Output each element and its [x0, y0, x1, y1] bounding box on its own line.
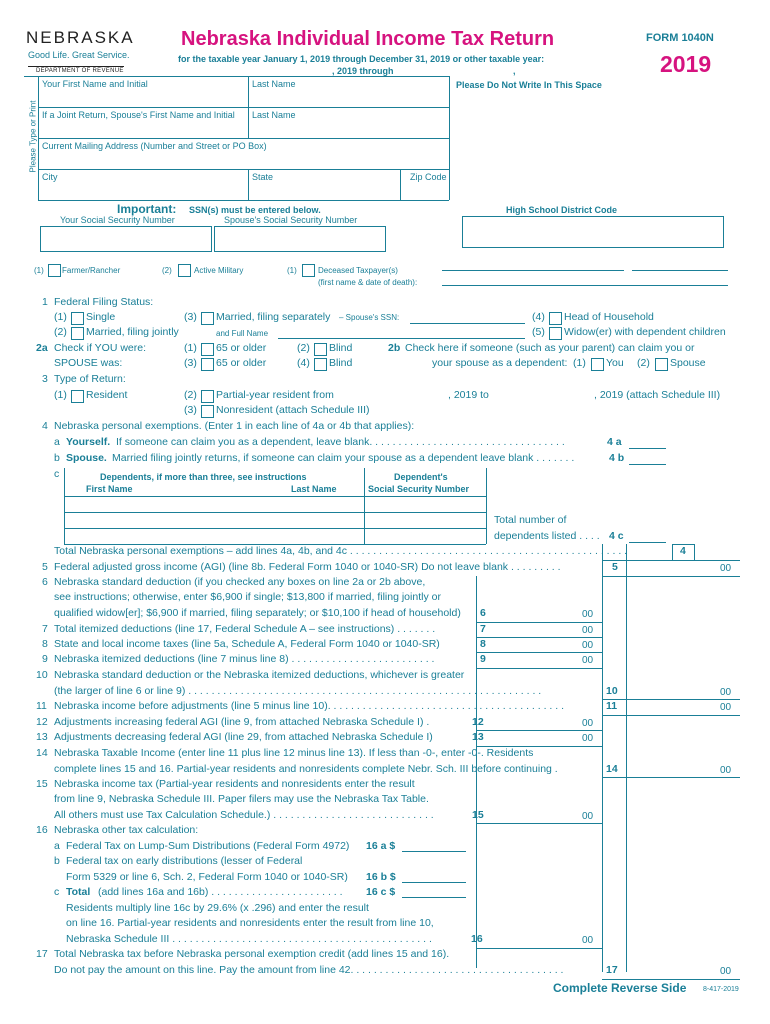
full-name-label: and Full Name: [216, 329, 269, 338]
first-name-field[interactable]: Your First Name and Initial: [42, 79, 148, 89]
line16a-ref: 16 a $: [366, 840, 396, 852]
single-checkbox[interactable]: [71, 312, 84, 325]
line14-num: 14: [36, 747, 48, 759]
dependent-row-1[interactable]: [65, 497, 485, 511]
line8-ref: 8: [480, 638, 486, 650]
you-blind-label: Blind: [329, 342, 353, 354]
line2b-label2: your spouse as a dependent:: [432, 357, 568, 369]
line9-ref: 9: [480, 653, 486, 665]
form-title: Nebraska Individual Income Tax Return: [181, 28, 555, 50]
line14-label2: complete lines 15 and 16. Partial-year residents and nonresidents complete Nebr. Sch. III before continuing .: [54, 763, 558, 775]
line9-amount-input[interactable]: [492, 653, 572, 667]
line5-ref: 5: [612, 561, 618, 573]
line15-cents: 00: [582, 811, 594, 822]
line16c-bold: Total: [66, 886, 91, 898]
nr-num: (3): [184, 404, 197, 416]
line13-num: 13: [36, 731, 48, 743]
line16b-input[interactable]: [402, 882, 466, 883]
line6-num: 6: [42, 576, 48, 588]
line16c-lbl: c: [54, 886, 60, 898]
farmer-num: (1): [34, 266, 44, 275]
line17-label1: Total Nebraska tax before Nebraska personal exemption credit (add lines 15 and 16).: [54, 948, 450, 960]
line17-label2: Do not pay the amount on this line. Pay the amount from line 42. . . . . . . . . . . . . . . . . . . . . . . . . . . . . . . . . . . . .: [54, 964, 564, 976]
line9-cents: 00: [582, 655, 594, 666]
line12-cents: 00: [582, 718, 594, 729]
farmer-label: Farmer/Rancher: [62, 266, 121, 275]
mfs-spouse-ssn-input[interactable]: [410, 323, 525, 324]
line16-num: 16: [36, 824, 48, 836]
line6-ref: 6: [480, 607, 486, 619]
line9-num: 9: [42, 653, 48, 665]
nebraska-logo: NEBRASKA: [26, 28, 135, 47]
line4-num: 4: [42, 420, 48, 432]
line16c-label: (add lines 16a and 16b) . . . . . . . . . . . . . . . . . . . . . . .: [98, 886, 343, 898]
line16a-lbl: a: [54, 840, 60, 852]
line4a-bold: Yourself.: [66, 436, 111, 448]
dependent-spouse-checkbox[interactable]: [655, 358, 668, 371]
deceased-num: (1): [287, 266, 297, 275]
dependents-first-name-header: First Name: [86, 484, 133, 494]
line16a-label: Federal Tax on Lump-Sum Distributions (Federal Form 4972): [66, 840, 350, 852]
dependent-row-3[interactable]: [65, 529, 485, 543]
school-code-label: High School District Code: [506, 205, 618, 215]
last-name-field[interactable]: Last Name: [252, 79, 296, 89]
line8-amount-input[interactable]: [492, 638, 572, 652]
single-num: (1): [54, 311, 67, 323]
complete-reverse-side: Complete Reverse Side: [553, 981, 687, 995]
dependents-ssn-header: Dependent's: [394, 472, 448, 482]
line10-label2: (the larger of line 6 or line 9) . . . . . . . . . . . . . . . . . . . . . . . . . . . . . . . . . . . . . . . . . . . . . . . . . . . . . . . . . . . . .: [54, 685, 542, 697]
line17-cents: 00: [720, 966, 732, 977]
line6-cents: 00: [582, 609, 594, 620]
line1-label: Federal Filing Status:: [54, 296, 154, 308]
line2b-num: 2b: [388, 342, 401, 354]
mfs-num: (3): [184, 311, 197, 323]
line8-label: State and local income taxes (line 5a, Schedule A, Federal Form 1040 or 1040-SR): [54, 638, 440, 650]
line3-num: 3: [42, 373, 48, 385]
line2b-label: Check here if someone (such as your parent) can claim you or: [405, 342, 695, 354]
logo-dept: DEPARTMENT OF REVENUE: [36, 68, 124, 74]
mfj-num: (2): [54, 326, 67, 338]
line8-cents: 00: [582, 640, 594, 651]
important-text: SSN(s) must be entered below.: [189, 205, 321, 215]
line9-label: Nebraska itemized deductions (line 7 minus line 8) . . . . . . . . . . . . . . . . . . . . . . . . .: [54, 653, 435, 665]
line4b-text: Married filing jointly returns, if someone can claim your spouse as a dependent leave blank . . . . . . .: [112, 452, 575, 464]
line6-label2: see instructions; otherwise, enter $6,900 if single; $13,800 if married, filing jointly or: [54, 591, 441, 603]
partial-year-end: , 2019 (attach Schedule III): [594, 389, 721, 401]
line4-label: Nebraska personal exemptions. (Enter 1 in each line of 4a or 4b that applies):: [54, 420, 415, 432]
line1-num: 1: [42, 296, 48, 308]
line17-num: 17: [36, 948, 48, 960]
widow-label: Widow(er) with dependent children: [564, 326, 726, 338]
you-65-checkbox[interactable]: [201, 343, 214, 356]
line16-res1: Residents multiply line 16c by 29.6% (x .296) and enter the result: [66, 902, 369, 914]
line4b-bold: Spouse.: [66, 452, 107, 464]
l2b-you-num: (1): [573, 357, 586, 369]
line17-ref: 17: [606, 964, 618, 976]
tax-year-through: , 2019 through: [332, 66, 394, 76]
line10-cents: 00: [720, 687, 732, 698]
military-num: (2): [162, 266, 172, 275]
line14-amount-input[interactable]: [628, 763, 713, 777]
line14-label1: Nebraska Taxable Income (enter line 11 plus line 12 minus line 13). If less than -0-, enter -0-. Residents: [54, 747, 534, 759]
your-ssn-input[interactable]: [40, 226, 212, 252]
line10-label1: Nebraska standard deduction or the Nebraska itemized deductions, whichever is greater: [54, 669, 465, 681]
line12-ref: 12: [472, 716, 484, 728]
resident-checkbox[interactable]: [71, 390, 84, 403]
line11-label: Nebraska income before adjustments (line 5 minus line 10). . . . . . . . . . . . . . . . . . . . . . . . . . . . . . . . . . . . . . . . .: [54, 700, 565, 712]
line4c-lbl: c: [54, 468, 60, 480]
py-num: (2): [184, 389, 197, 401]
nonresident-label: Nonresident (attach Schedule III): [216, 404, 370, 416]
line11-num: 11: [36, 700, 47, 712]
spouse-ssn-inline-label: – Spouse's SSN:: [339, 313, 400, 322]
deceased-input-1[interactable]: [442, 270, 624, 271]
line15-num: 15: [36, 778, 48, 790]
line14-ref: 14: [606, 763, 618, 775]
mfj-checkbox[interactable]: [71, 327, 84, 340]
line4a-lbl: a: [54, 436, 60, 448]
line13-ref: 13: [472, 731, 484, 743]
dependent-you-checkbox[interactable]: [591, 358, 604, 371]
line13-label: Adjustments decreasing federal AGI (line 29, from attached Nebraska Schedule I): [54, 731, 433, 743]
line7-num: 7: [42, 623, 48, 635]
line11-amount-input[interactable]: [628, 700, 713, 714]
mfs-checkbox[interactable]: [201, 312, 214, 325]
spouse-last-name-field[interactable]: Last Name: [252, 110, 296, 120]
dependents-header: Dependents, if more than three, see instructions: [100, 472, 307, 482]
widow-num: (5): [532, 326, 545, 338]
line4a-ref: 4 a: [607, 436, 622, 448]
line5-cents: 00: [720, 563, 732, 574]
military-label: Active Military: [194, 266, 244, 275]
line7-label: Total itemized deductions (line 17, Federal Schedule A – see instructions) . . . . . . .: [54, 623, 436, 635]
line13-cents: 00: [582, 733, 594, 744]
line4a-input[interactable]: [629, 448, 666, 449]
widow-checkbox[interactable]: [549, 327, 562, 340]
deceased-input-2[interactable]: [632, 270, 728, 271]
line16-amount-input[interactable]: [492, 933, 572, 947]
tax-year-line: for the taxable year January 1, 2019 through December 31, 2019 or other taxable year:: [178, 54, 545, 64]
line16-ref: 16: [471, 933, 483, 945]
line15-label1: Nebraska income tax (Partial-year residents and nonresidents enter the result: [54, 778, 415, 790]
partial-year-to: , 2019 to: [448, 389, 489, 401]
line3-label: Type of Return:: [54, 373, 126, 385]
dependent-you-label: You: [606, 357, 624, 369]
line16c-ref: 16 c $: [366, 886, 396, 898]
dependents-ssn-header2: Social Security Number: [368, 484, 470, 494]
l2b-sp-num: (2): [637, 357, 650, 369]
line15-amount-input[interactable]: [492, 809, 572, 823]
form-number: FORM 1040N: [646, 32, 714, 44]
spouse-blind-label: Blind: [329, 357, 353, 369]
line12-amount-input[interactable]: [492, 716, 572, 730]
line7-ref: 7: [480, 623, 486, 635]
single-label: Single: [86, 311, 116, 323]
line4b-input[interactable]: [629, 464, 666, 465]
line4c-ref: 4 c: [609, 530, 624, 542]
line15-label2: from line 9, Nebraska Schedule III. Paper filers may use the Nebraska Tax Table.: [54, 793, 429, 805]
spouse-ssn-input[interactable]: [214, 226, 386, 252]
total-exemptions-label: Total Nebraska personal exemptions – add lines 4a, 4b, and 4c . . . . . . . . . . . . . . . . . . . . . . . . . . . . . . . . . . . . . . . . . . . . . . . .: [54, 545, 628, 557]
line4a-text: If someone can claim you as a dependent, leave blank. . . . . . . . . . . . . . . . . . . . . . . . . . . . . . . . . .: [116, 436, 565, 448]
address-field[interactable]: Current Mailing Address (Number and Street or PO Box): [42, 141, 267, 151]
line16-res3: Nebraska Schedule III . . . . . . . . . . . . . . . . . . . . . . . . . . . . . . . . . . . . . . . . . . . . .: [66, 933, 432, 945]
nonresident-checkbox[interactable]: [201, 405, 214, 418]
total-exemptions-ref: 4: [680, 545, 686, 557]
line5-amount-input[interactable]: [628, 561, 713, 575]
deceased-checkbox[interactable]: [302, 264, 315, 277]
form-year: 2019: [660, 51, 712, 77]
resident-label: Resident: [86, 389, 128, 401]
mfj-label: Married, filing jointly: [86, 326, 179, 338]
line10-ref: 10: [606, 685, 618, 697]
city-field[interactable]: City: [42, 172, 58, 182]
total-dependents-label2: dependents listed . . . .: [494, 530, 600, 542]
total-dependents-label: Total number of: [494, 514, 567, 526]
dependent-row-2[interactable]: [65, 513, 485, 527]
line6-amount-input[interactable]: [492, 607, 572, 621]
form-code: 8-417-2019: [703, 986, 739, 993]
tax-year-comma: ,: [513, 66, 516, 76]
mfs-spouse-name-input[interactable]: [278, 338, 525, 339]
spouse-65-checkbox[interactable]: [201, 358, 214, 371]
line4c-input[interactable]: [629, 542, 666, 543]
line16c-input[interactable]: [402, 897, 466, 898]
line16b-ref: 16 b $: [366, 871, 396, 883]
you-65-label: 65 or older: [216, 342, 267, 354]
spouse-blind-checkbox[interactable]: [314, 358, 327, 371]
line15-label3: All others must use Tax Calculation Schedule.) . . . . . . . . . . . . . . . . . . . . . . . . . . . .: [54, 809, 434, 821]
farmer-checkbox[interactable]: [48, 264, 61, 277]
line16b-label2: Form 5329 or line 6, Sch. 2, Federal Form 1040 or 1040-SR): [66, 871, 348, 883]
res-num: (1): [54, 389, 67, 401]
line16a-input[interactable]: [402, 851, 466, 852]
partial-year-checkbox[interactable]: [201, 390, 214, 403]
important-label: Important:: [117, 202, 177, 216]
deceased-input-3[interactable]: [442, 285, 728, 286]
line16-label: Nebraska other tax calculation:: [54, 824, 199, 836]
line2a-label: Check if YOU were:: [54, 342, 147, 354]
dependents-last-name-header: Last Name: [291, 484, 337, 494]
line10-num: 10: [36, 669, 48, 681]
line13-amount-input[interactable]: [492, 731, 572, 745]
line17-amount-input[interactable]: [628, 964, 713, 978]
mfs-label: Married, filing separately: [216, 311, 331, 323]
line12-num: 12: [36, 716, 48, 728]
spblind-num: (4): [297, 357, 310, 369]
line2a-num: 2a: [36, 342, 48, 354]
hoh-checkbox[interactable]: [549, 312, 562, 325]
military-checkbox[interactable]: [178, 264, 191, 277]
line16-cents: 00: [582, 935, 594, 946]
zip-field[interactable]: Zip Code: [410, 172, 447, 182]
line5-label: Federal adjusted gross income (AGI) (line 8b. Federal Form 1040 or 1040-SR) Do not leave blank . . . . . . . . .: [54, 561, 561, 573]
state-field[interactable]: State: [252, 172, 274, 182]
spouse-first-name-field[interactable]: If a Joint Return, Spouse's First Name and Initial: [42, 110, 235, 120]
spouse-ssn-label: Spouse's Social Security Number: [224, 215, 358, 225]
line4b-ref: 4 b: [609, 452, 625, 464]
school-code-input[interactable]: [462, 216, 724, 248]
you-blind-checkbox[interactable]: [314, 343, 327, 356]
line5-num: 5: [42, 561, 48, 573]
line11-cents: 00: [720, 702, 732, 713]
do-not-write-label: Please Do Not Write In This Space: [456, 80, 602, 90]
sp65-num: (3): [184, 357, 197, 369]
deceased-label: Deceased Taxpayer(s): [318, 266, 398, 275]
hoh-num: (4): [532, 311, 545, 323]
line8-num: 8: [42, 638, 48, 650]
deceased-sublabel: (first name & date of death):: [318, 278, 418, 287]
line7-cents: 00: [582, 625, 594, 636]
line16b-label1: Federal tax on early distributions (lesser of Federal: [66, 855, 303, 867]
line15-ref: 15: [472, 809, 484, 821]
line6-label1: Nebraska standard deduction (if you checked any boxes on line 2a or 2b above,: [54, 576, 426, 588]
spouse-65-label: 65 or older: [216, 357, 267, 369]
line16b-lbl: b: [54, 855, 60, 867]
your-ssn-label: Your Social Security Number: [60, 215, 175, 225]
line11-ref: 11: [606, 700, 618, 712]
side-print-label: Please Type or Print: [28, 100, 38, 173]
line16-res2: on line 16. Partial-year residents and nonresidents enter the result from line 10,: [66, 917, 434, 929]
partial-year-label: Partial-year resident from: [216, 389, 334, 401]
you65-num: (1): [184, 342, 197, 354]
hoh-label: Head of Household: [564, 311, 654, 323]
youblind-num: (2): [297, 342, 310, 354]
line4b-lbl: b: [54, 452, 60, 464]
line14-cents: 00: [720, 765, 732, 776]
line10-amount-input[interactable]: [628, 685, 713, 699]
line6-label3: qualified widow[er]; $6,900 if married, filing separately; or $10,100 if head of household): [54, 607, 461, 619]
logo-tagline: Good Life. Great Service.: [28, 50, 130, 60]
line2a-spouse-label: SPOUSE was:: [54, 357, 123, 369]
line12-label: Adjustments increasing federal AGI (line 9, from attached Nebraska Schedule I) .: [54, 716, 430, 728]
line7-amount-input[interactable]: [492, 623, 572, 637]
dependent-spouse-label: Spouse: [670, 357, 706, 369]
